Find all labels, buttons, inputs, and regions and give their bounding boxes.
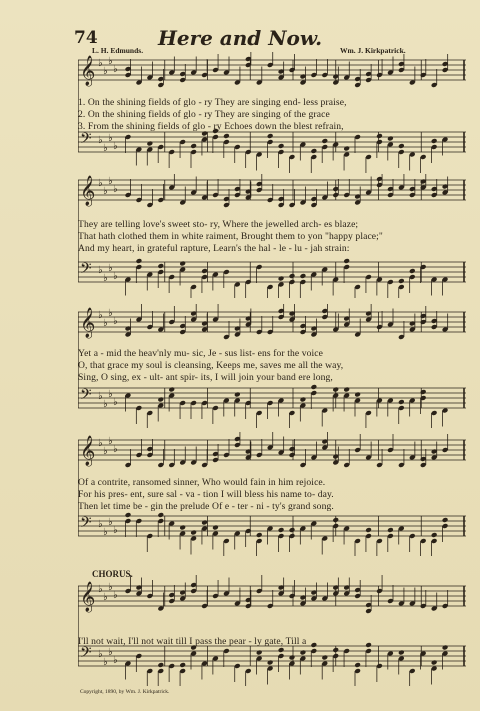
flat-icon: ♭ bbox=[113, 590, 118, 601]
bass-clef-icon: 𝄢 bbox=[80, 260, 92, 281]
flat-icon: ♭ bbox=[108, 176, 113, 187]
flat-icon: ♭ bbox=[113, 184, 118, 195]
lyric-line: And my heart, in grateful rapture, Learn's the hal - le - lu - jah strain: bbox=[78, 243, 350, 254]
music-system-chorus bbox=[78, 574, 466, 686]
hymn-title: Here and Now. bbox=[157, 26, 323, 50]
bass-staff bbox=[78, 258, 466, 298]
flat-icon: ♭ bbox=[98, 584, 103, 595]
lyric-line: Of a contrite, ransomed sinner, Who would fain in him rejoice. bbox=[78, 477, 326, 488]
treble-staff bbox=[78, 575, 466, 614]
flat-icon: ♭ bbox=[103, 657, 108, 668]
flat-icon: ♭ bbox=[98, 58, 103, 69]
treble-clef-icon: 𝄞 bbox=[80, 582, 96, 612]
treble-clef-icon: 𝄞 bbox=[80, 176, 96, 206]
note-heads bbox=[125, 642, 449, 686]
treble-clef-icon: 𝄞 bbox=[80, 436, 96, 466]
flat-icon: ♭ bbox=[108, 389, 113, 400]
note-heads bbox=[125, 258, 449, 298]
note-heads bbox=[125, 575, 449, 614]
lyric-line: 3. From the shining fields of glo - ry Echoes down the blest refrain, bbox=[78, 121, 344, 132]
lyricist-credit: L. H. Edmunds. bbox=[92, 46, 144, 55]
treble-staff bbox=[78, 52, 466, 88]
flat-icon: ♭ bbox=[103, 273, 108, 284]
treble-clef-icon: 𝄞 bbox=[80, 56, 96, 86]
flat-icon: ♭ bbox=[98, 265, 103, 276]
treble-clef-icon: 𝄞 bbox=[80, 308, 96, 338]
lyric-line: Then let time be - gin the prelude Of e - ter - ni - ty's grand song. bbox=[78, 501, 334, 512]
lyric-line: Yet a - mid the heav'nly mu- sic, Je - sus list- ens for the voice bbox=[78, 348, 324, 359]
flat-icon: ♭ bbox=[113, 397, 118, 408]
flat-icon: ♭ bbox=[108, 436, 113, 447]
flat-icon: ♭ bbox=[108, 56, 113, 67]
flat-icon: ♭ bbox=[98, 178, 103, 189]
lyric-line: They are telling love's sweet sto- ry, Where the jewelled arch- es blaze; bbox=[78, 219, 359, 230]
music-system-2 bbox=[78, 174, 466, 298]
composer-credit: Wm. J. Kirkpatrick. bbox=[340, 46, 406, 55]
flat-icon: ♭ bbox=[98, 519, 103, 530]
flat-icon: ♭ bbox=[98, 438, 103, 449]
music-system-3 bbox=[78, 304, 466, 428]
page-number: 74 bbox=[74, 28, 98, 48]
note-heads bbox=[125, 512, 449, 556]
note-heads bbox=[125, 128, 449, 173]
note-heads bbox=[125, 174, 449, 208]
flat-icon: ♭ bbox=[98, 649, 103, 660]
bass-clef-icon: 𝄢 bbox=[80, 514, 92, 535]
flat-icon: ♭ bbox=[103, 399, 108, 410]
lyric-line: Sing, O sing, ex - ult- ant spir- its, I will join your band ere long, bbox=[78, 372, 333, 383]
flat-icon: ♭ bbox=[113, 444, 118, 455]
flat-icon: ♭ bbox=[103, 446, 108, 457]
flat-icon: ♭ bbox=[108, 517, 113, 528]
note-heads bbox=[125, 384, 449, 428]
lyric-line: 2. On the shining fields of glo - ry They are singing of the grace bbox=[78, 109, 330, 120]
treble-staff bbox=[78, 304, 466, 340]
flat-icon: ♭ bbox=[103, 592, 108, 603]
bass-staff bbox=[78, 512, 466, 556]
flat-icon: ♭ bbox=[108, 263, 113, 274]
flat-icon: ♭ bbox=[103, 186, 108, 197]
music-system-1 bbox=[78, 52, 466, 176]
flat-icon: ♭ bbox=[98, 391, 103, 402]
bass-clef-icon: 𝄢 bbox=[80, 386, 92, 407]
flat-icon: ♭ bbox=[113, 64, 118, 75]
treble-staff bbox=[78, 432, 466, 468]
flat-icon: ♭ bbox=[113, 525, 118, 536]
bass-staff bbox=[78, 384, 466, 428]
bass-staff bbox=[78, 128, 466, 173]
flat-icon: ♭ bbox=[108, 308, 113, 319]
lyric-line: That hath clothed them in white raiment, Brought them to yon "happy place;" bbox=[78, 231, 383, 242]
flat-icon: ♭ bbox=[113, 655, 118, 666]
lyric-line: For his pres- ent, sure sal - va - tion I will bless his name to- day. bbox=[78, 489, 334, 500]
flat-icon: ♭ bbox=[103, 143, 108, 154]
lyric-line: O, that grace my soul is cleansing, Keeps me, saves me all the way, bbox=[78, 360, 344, 371]
flat-icon: ♭ bbox=[108, 647, 113, 658]
flat-icon: ♭ bbox=[98, 310, 103, 321]
chorus-label: CHORUS. bbox=[92, 569, 133, 579]
flat-icon: ♭ bbox=[98, 135, 103, 146]
flat-icon: ♭ bbox=[103, 66, 108, 77]
flat-icon: ♭ bbox=[108, 582, 113, 593]
bass-staff bbox=[78, 642, 466, 686]
flat-icon: ♭ bbox=[113, 271, 118, 282]
bass-clef-icon: 𝄢 bbox=[80, 130, 92, 151]
flat-icon: ♭ bbox=[103, 527, 108, 538]
staff-notation bbox=[78, 574, 466, 686]
lyric-line: I'll not wait, I'll not wait till I pass the pear - ly gate, Till a bbox=[78, 636, 307, 647]
bass-clef-icon: 𝄢 bbox=[80, 644, 92, 665]
treble-staff bbox=[78, 174, 466, 208]
flat-icon: ♭ bbox=[103, 318, 108, 329]
flat-icon: ♭ bbox=[108, 133, 113, 144]
music-system-4 bbox=[78, 432, 466, 556]
copyright-notice: Copyright, 1890, by Wm. J. Kirkpatrick. bbox=[80, 689, 170, 695]
lyric-line: 1. On the shining fields of glo - ry They are singing end- less praise, bbox=[78, 97, 347, 108]
flat-icon: ♭ bbox=[113, 316, 118, 327]
flat-icon: ♭ bbox=[113, 141, 118, 152]
